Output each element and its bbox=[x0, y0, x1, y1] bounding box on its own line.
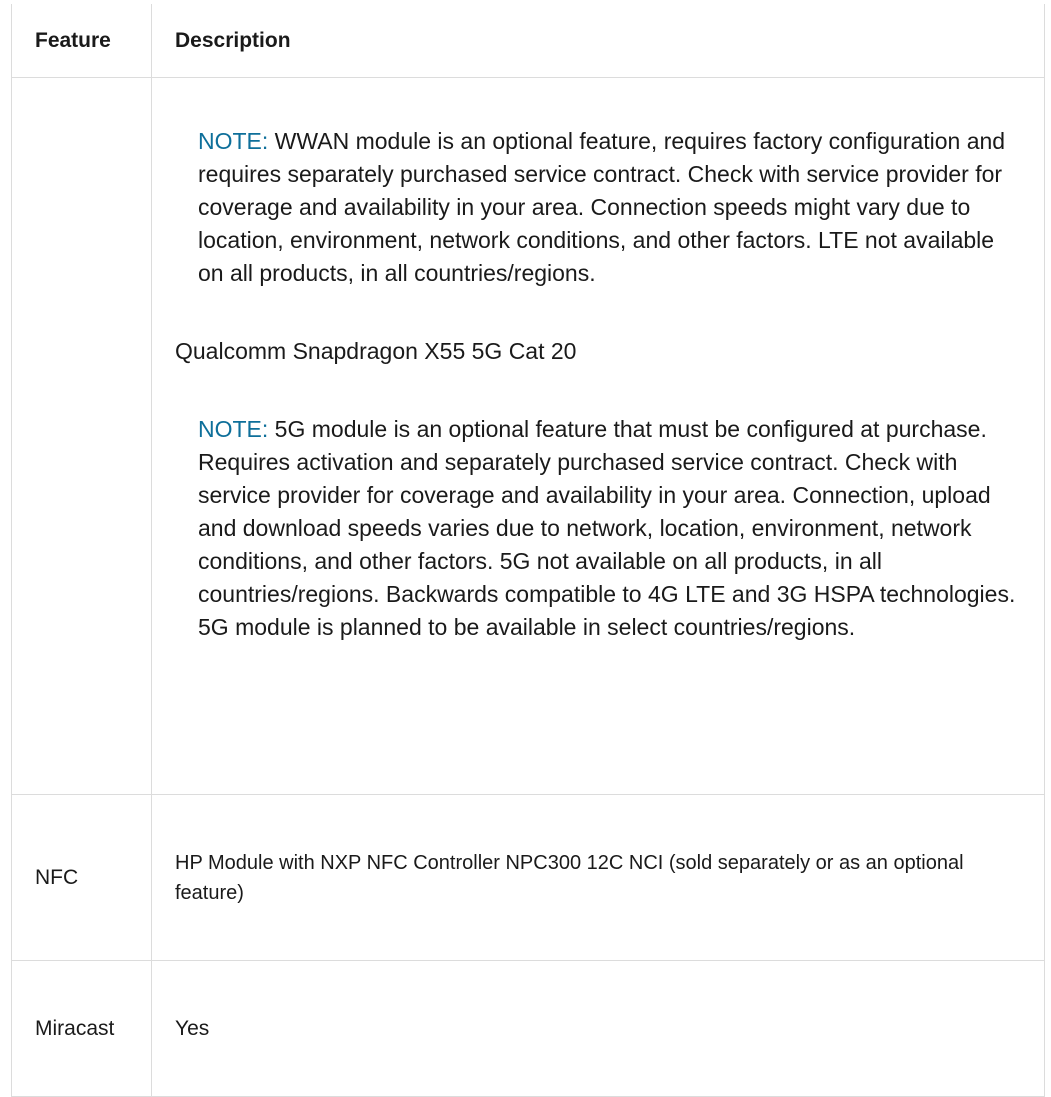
column-header-description: Description bbox=[152, 4, 1045, 78]
note-label: NOTE: bbox=[198, 128, 269, 154]
feature-cell-wwan bbox=[12, 78, 152, 795]
module-name: Qualcomm Snapdragon X55 5G Cat 20 bbox=[175, 338, 577, 364]
table-row-nfc bbox=[12, 795, 1045, 961]
table-row-wwan bbox=[12, 78, 1045, 795]
column-header-feature: Feature bbox=[12, 4, 152, 78]
miracast-value: Yes bbox=[175, 1016, 210, 1040]
note-5g bbox=[198, 413, 1024, 644]
table-header-row bbox=[12, 4, 1045, 78]
note-wwan bbox=[198, 125, 1024, 290]
description-cell-miracast bbox=[152, 961, 1045, 1097]
feature-cell-nfc: NFC bbox=[12, 795, 152, 961]
note-text: 5G module is an optional feature that must be configured at purchase. Requires activation and separately purchased service contract. Check with service provider for coverage and availability in your area. Connection, upload and download speeds varies due to network, location, environment, network conditions, and other factors. 5G not available on all products, in all countries/regions. Backwards compatible to 4G LTE and 3G HSPA technologies. 5G module is planned to be available in select countries/regions. bbox=[198, 416, 1016, 640]
table-row-miracast bbox=[12, 961, 1045, 1097]
feature-cell-miracast: Miracast bbox=[12, 961, 152, 1097]
description-cell-nfc bbox=[152, 795, 1045, 961]
note-text: WWAN module is an optional feature, requires factory configuration and requires separately purchased service contract. Check with service provider for coverage and availability in your area. Connection speeds might vary due to location, environment, network conditions, and other factors. LTE not available on all products, in all countries/regions. bbox=[198, 128, 1006, 286]
description-cell-wwan bbox=[152, 78, 1045, 795]
nfc-description: HP Module with NXP NFC Controller NPC300 12C NCI (sold separately or as an optional feature) bbox=[175, 851, 964, 904]
note-label: NOTE: bbox=[198, 416, 269, 442]
specifications-table bbox=[11, 4, 1045, 1097]
